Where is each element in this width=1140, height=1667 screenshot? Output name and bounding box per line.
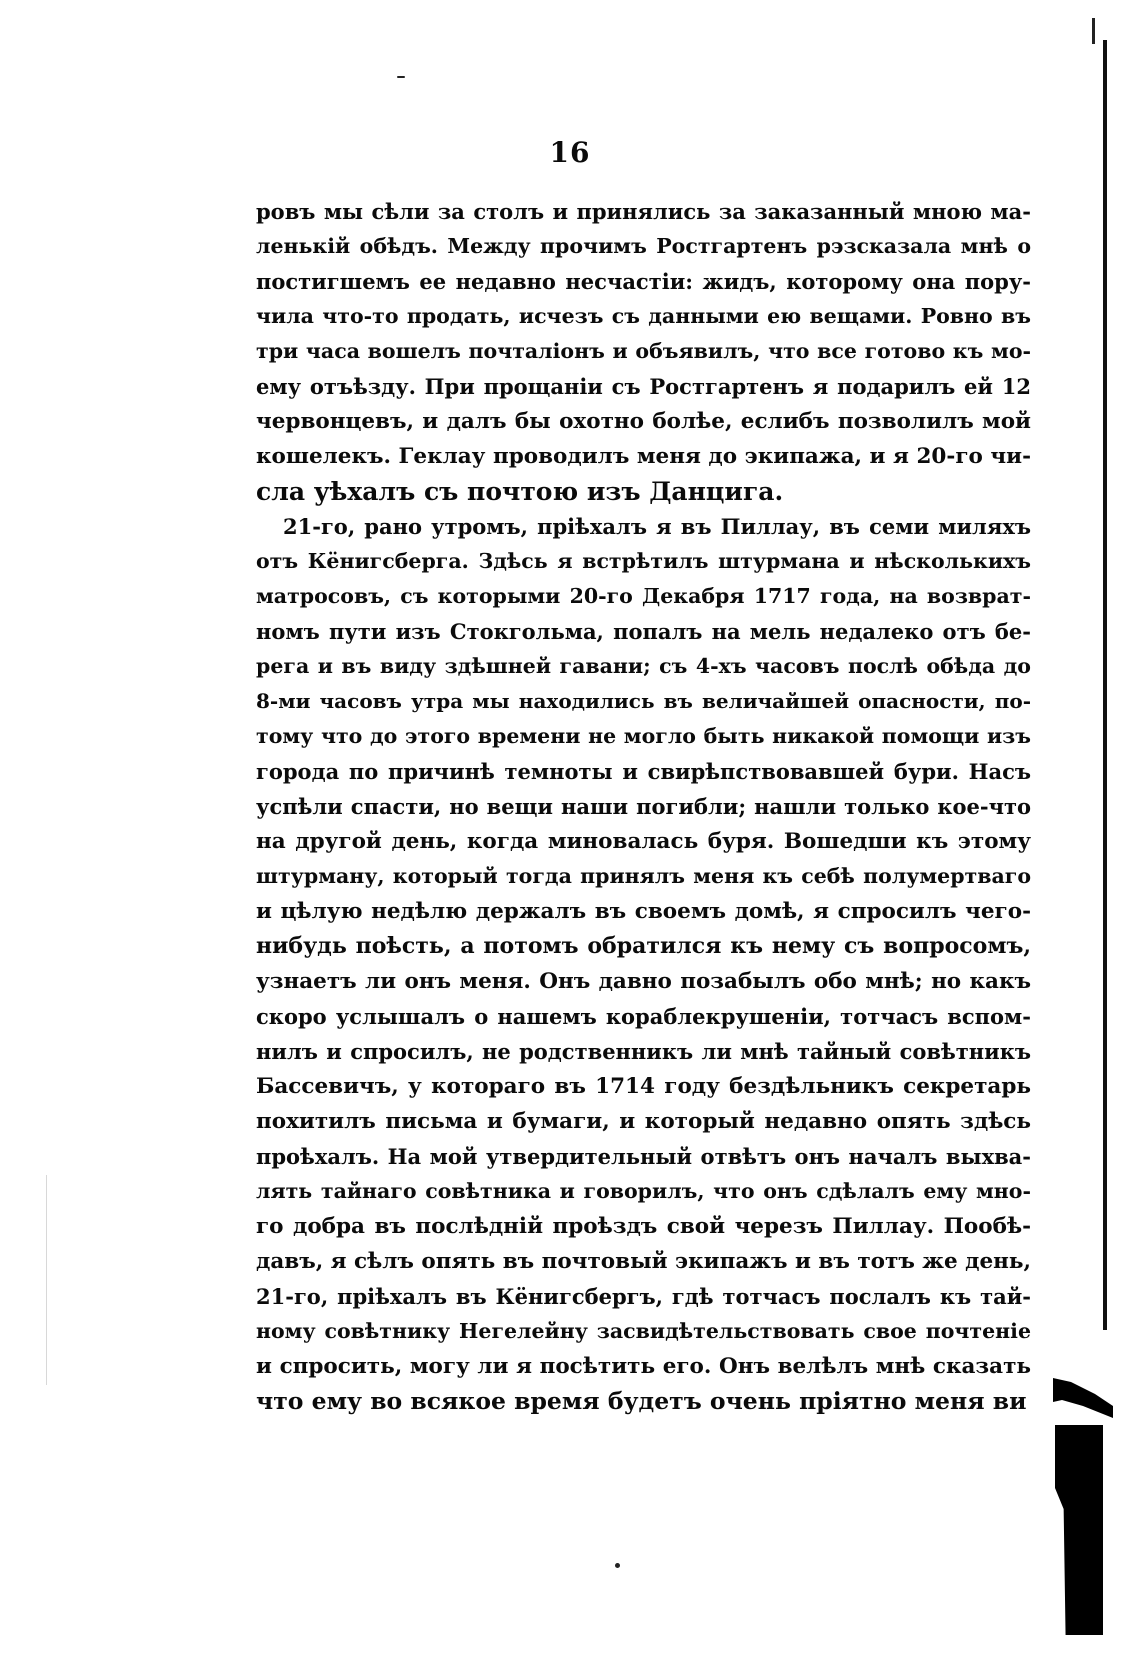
text-line: проѣхалъ. На мой утвердительный отвѣтъ онъ началъ выхва- — [256, 1144, 1031, 1169]
scan-edge-shadow — [1055, 1425, 1103, 1635]
text-line: успѣли спасти, но вещи наши погибли; нашли только кое-что — [256, 794, 1031, 819]
text-line: узнаетъ ли онъ меня. Онъ давно позабылъ обо мнѣ; но какъ — [256, 969, 1031, 994]
text-line: 21-го, пріѣхалъ въ Кёнигсбергъ, гдѣ тотчасъ послалъ къ тай- — [256, 1284, 1031, 1309]
text-line: сла уѣхалъ съ почтою изъ Данцига. — [256, 477, 784, 506]
text-line: лять тайнаго совѣтника и говорилъ, что онъ сдѣлалъ ему мно- — [256, 1179, 1031, 1203]
text-line: 21-го, рано утромъ, пріѣхалъ я въ Пиллау, въ семи миляхъ — [283, 514, 1031, 539]
text-line: червонцевъ, и далъ бы охотно болѣе, еслибъ позволилъ мой — [256, 409, 1031, 434]
text-line: три часа вошелъ почталіонъ и объявилъ, что все готово къ мо- — [256, 339, 1031, 363]
text-line: кошелекъ. Геклау проводилъ меня до экипажа, и я 20-го чи- — [256, 444, 1031, 469]
scan-speck — [397, 76, 405, 78]
text-line: нилъ и спросилъ, не родственникъ ли мнѣ тайный совѣтникъ — [256, 1039, 1031, 1064]
text-line: ровъ мы сѣли за столъ и принялись за заказанный мною ма- — [256, 199, 1031, 224]
text-line: чила что-то продать, исчезъ съ данными ею вещами. Ровно въ — [256, 304, 1031, 328]
text-line: 8-ми часовъ утра мы находились въ величайшей опасности, по- — [256, 689, 1031, 713]
text-line: нибудь поѣсть, а потомъ обратился къ нему съ вопросомъ, — [256, 933, 1031, 959]
scan-speck — [615, 1563, 620, 1568]
scan-edge-tick — [1092, 18, 1095, 44]
text-line: го добра въ послѣдній проѣздъ свой черезъ Пиллау. Пообѣ- — [256, 1214, 1031, 1239]
page-number: 16 — [549, 136, 591, 169]
text-line: города по причинѣ темноты и свирѣпствовавшей бури. Насъ — [256, 759, 1031, 784]
scan-edge-bar — [1103, 40, 1107, 1330]
text-line: постигшемъ ее недавно несчастіи: жидъ, которому она пору- — [256, 269, 1031, 294]
text-line: матросовъ, съ которыми 20-го Декабря 1717 года, на возврат- — [256, 584, 1031, 608]
text-line: ленькій обѣдъ. Между прочимъ Ростгартенъ рэзсказала мнѣ о — [256, 234, 1031, 258]
text-line: и спросить, могу ли я посѣтить его. Онъ велѣлъ мнѣ сказать — [256, 1354, 1031, 1379]
scan-faint-line — [46, 1175, 47, 1385]
text-line: что ему во всякое время будетъ очень пріятно меня ви — [256, 1387, 1027, 1415]
text-line: штурману, который тогда принялъ меня къ себѣ полумертваго — [256, 864, 1031, 888]
scan-edge-flag — [1053, 1378, 1113, 1418]
text-line: номъ пути изъ Стокгольма, попалъ на мель недалеко отъ бе- — [256, 619, 1031, 644]
text-line: рега и въ виду здѣшней гавани; съ 4-хъ часовъ послѣ обѣда до — [256, 654, 1031, 678]
text-line: на другой день, когда миновалась буря. Вошедши къ этому — [256, 829, 1031, 854]
text-line: похитилъ письма и бумаги, и который недавно опять здѣсь — [256, 1109, 1031, 1134]
text-line: Бассевичъ, у котораго въ 1714 году бездѣльникъ секретарь — [256, 1074, 1031, 1099]
text-line: скоро услышалъ о нашемъ кораблекрушеніи, тотчасъ вспом- — [256, 1004, 1031, 1029]
text-line: и цѣлую недѣлю держалъ въ своемъ домѣ, я спросилъ чего- — [256, 899, 1031, 924]
text-line: отъ Кёнигсберга. Здѣсь я встрѣтилъ штурмана и нѣсколькихъ — [256, 549, 1031, 573]
text-line: давъ, я сѣлъ опять въ почтовый экипажъ и въ тотъ же день, — [256, 1249, 1031, 1274]
text-line: тому что до этого времени не могло быть никакой помощи изъ — [256, 724, 1031, 748]
text-line: ему отъѣзду. При прощаніи съ Ростгартенъ я подарилъ ей 12 — [256, 374, 1031, 399]
text-line: ному совѣтнику Негелейну засвидѣтельствовать свое почтеніе — [256, 1319, 1031, 1343]
body-text — [256, 194, 1031, 1419]
